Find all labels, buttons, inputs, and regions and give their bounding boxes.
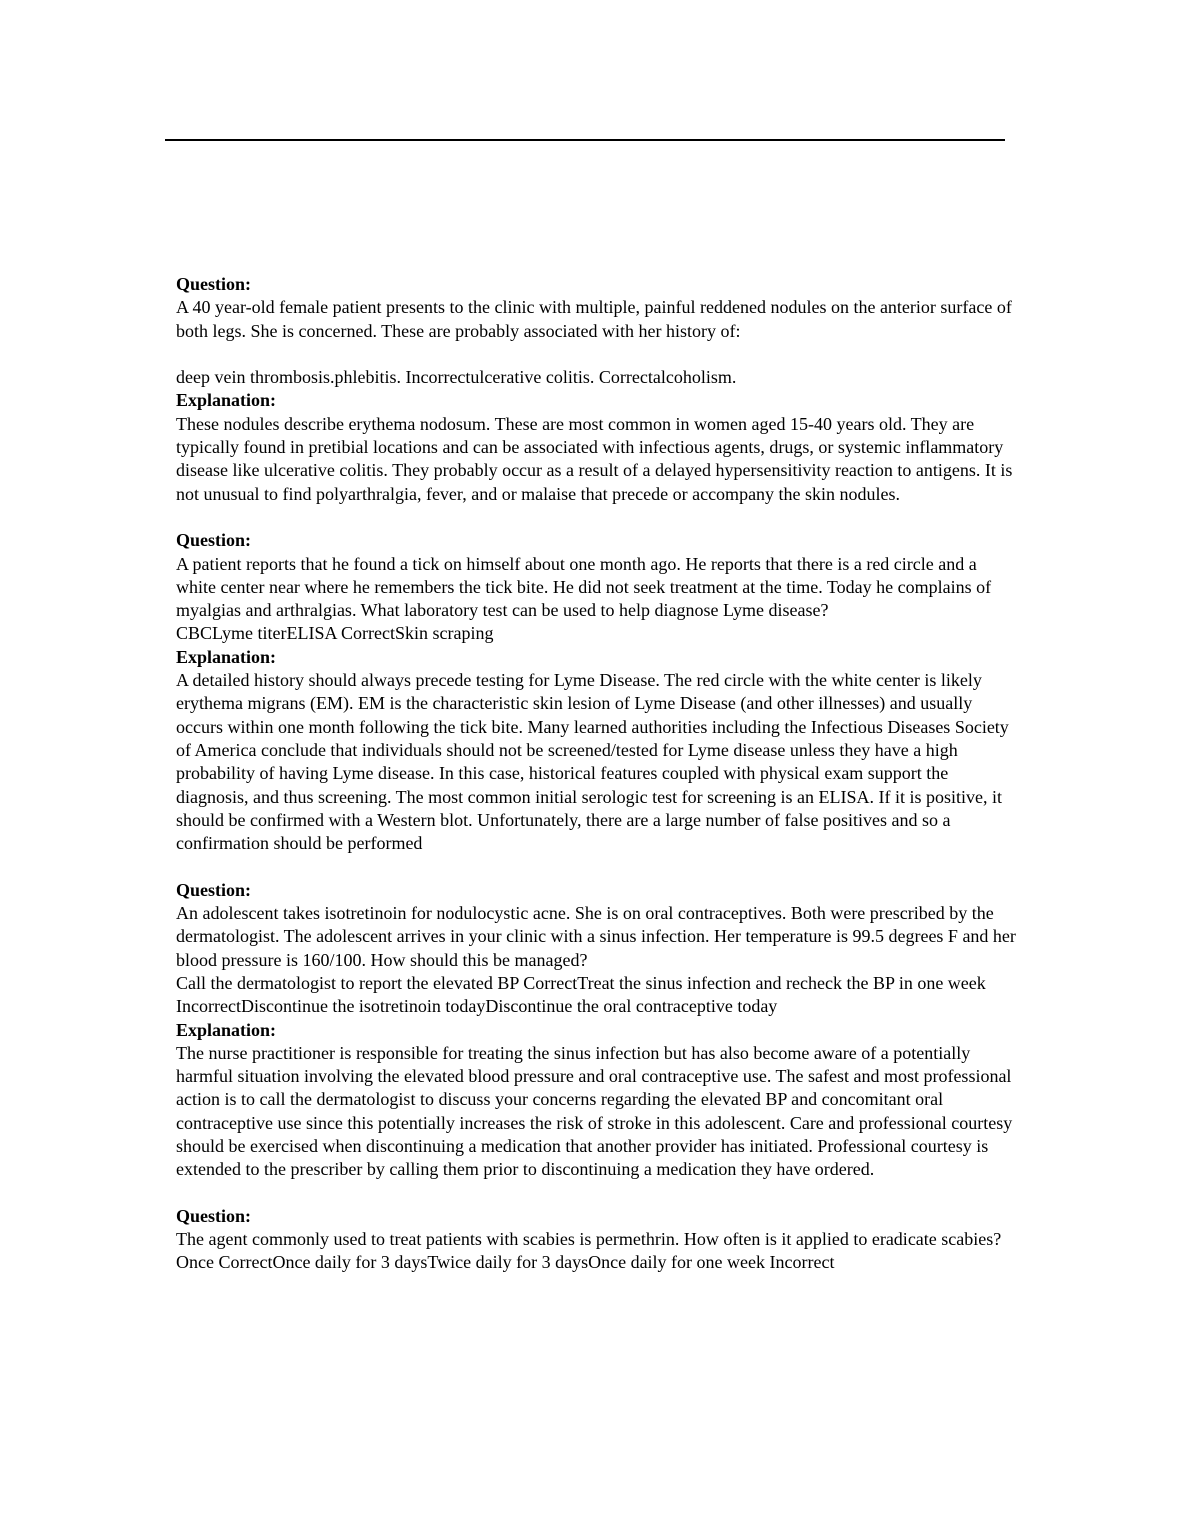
header-rule xyxy=(165,139,1005,141)
answer-options: Once CorrectOnce daily for 3 daysTwice daily for 3 daysOnce daily for one week Incorrect xyxy=(176,1252,835,1273)
spacer xyxy=(176,506,1016,529)
question-text: A patient reports that he found a tick on himself about one month ago. He reports that there is a red circle and a white center near where he remembers the tick bite. He did not seek treatment at the time. Today he complains of myalgias and arthralgias. What laboratory test can be used to help diagnose Lyme disease? xyxy=(176,553,992,621)
explanation-text: A detailed history should always precede testing for Lyme Disease. The red circle with the white center is likely erythema migrans (EM). EM is the characteristic skin lesion of Lyme Disease (and other illnesses) and usually occurs within one month following the tick bite. Many learned authorities including the Infectious Diseases Society of America conclude that individuals should not be screened/tested for Lyme disease unless they have a high probability of having Lyme disease. In this case, historical features coupled with physical exam support the diagnosis, and thus screening. The most common initial serologic test for screening is an ELISA. If it is positive, it should be confirmed with a Western blot. Unfortunately, there are a large number of false positives and so a confirmation should be performed xyxy=(176,670,1009,854)
question-label: Question: xyxy=(176,1205,252,1226)
question-block-1 xyxy=(176,273,1016,506)
spacer xyxy=(176,855,1016,878)
document-body xyxy=(176,273,1016,1275)
question-block-4 xyxy=(176,1205,1016,1275)
explanation-text: The nurse practitioner is responsible for treating the sinus infection but has also become aware of a potentially harmful situation involving the elevated blood pressure and oral contraceptive use. The safest and most professional action is to call the dermatologist to discuss your concerns regarding the elevated BP and concomitant oral contraceptive use since this potentially increases the risk of stroke in this adolescent. Care and professional courtesy should be exercised when discontinuing a medication that another provider has initiated. Professional courtesy is extended to the prescriber by calling them prior to discontinuing a medication they have ordered. xyxy=(176,1042,1013,1180)
explanation-text: These nodules describe erythema nodosum. These are most common in women aged 15-40 years old. They are typically found in pretibial locations and can be associated with infectious agents, drugs, or systemic inflammatory disease like ulcerative colitis. They probably occur as a result of a delayed hypersensitivity reaction to antigens. It is not unusual to find polyarthralgia, fever, and or malaise that precede or accompany the skin nodules. xyxy=(176,413,1013,504)
question-label: Question: xyxy=(176,530,252,551)
question-label: Question: xyxy=(176,879,252,900)
question-text: A 40 year-old female patient presents to the clinic with multiple, painful reddened nodules on the anterior surface of both legs. She is concerned. These are probably associated with her history of: xyxy=(176,297,1012,341)
question-text: The agent commonly used to treat patients with scabies is permethrin. How often is it applied to eradicate scabies? xyxy=(176,1229,1002,1250)
question-block-2 xyxy=(176,529,1016,855)
spacer xyxy=(176,1182,1016,1205)
question-label: Question: xyxy=(176,274,252,294)
explanation-label: Explanation: xyxy=(176,1019,277,1040)
explanation-label: Explanation: xyxy=(176,646,277,667)
answer-options: Call the dermatologist to report the elevated BP CorrectTreat the sinus infection and recheck the BP in one week IncorrectDiscontinue the isotretinoin todayDiscontinue the oral contraceptive today xyxy=(176,972,986,1017)
explanation-label: Explanation: xyxy=(176,390,277,411)
question-text: An adolescent takes isotretinoin for nodulocystic acne. She is on oral contraceptives. Both were prescribed by the dermatologist. The adolescent arrives in your clinic with a sinus infection. Her temperature is 99.5 degrees F and her blood pressure is 160/100. How should this be managed? xyxy=(176,903,1016,970)
spacer xyxy=(176,343,1016,366)
answer-options: deep vein thrombosis.phlebitis. Incorrectulcerative colitis. Correctalcoholism. xyxy=(176,367,737,388)
answer-options: CBCLyme titerELISA CorrectSkin scraping xyxy=(176,623,494,644)
question-block-3 xyxy=(176,879,1016,1182)
